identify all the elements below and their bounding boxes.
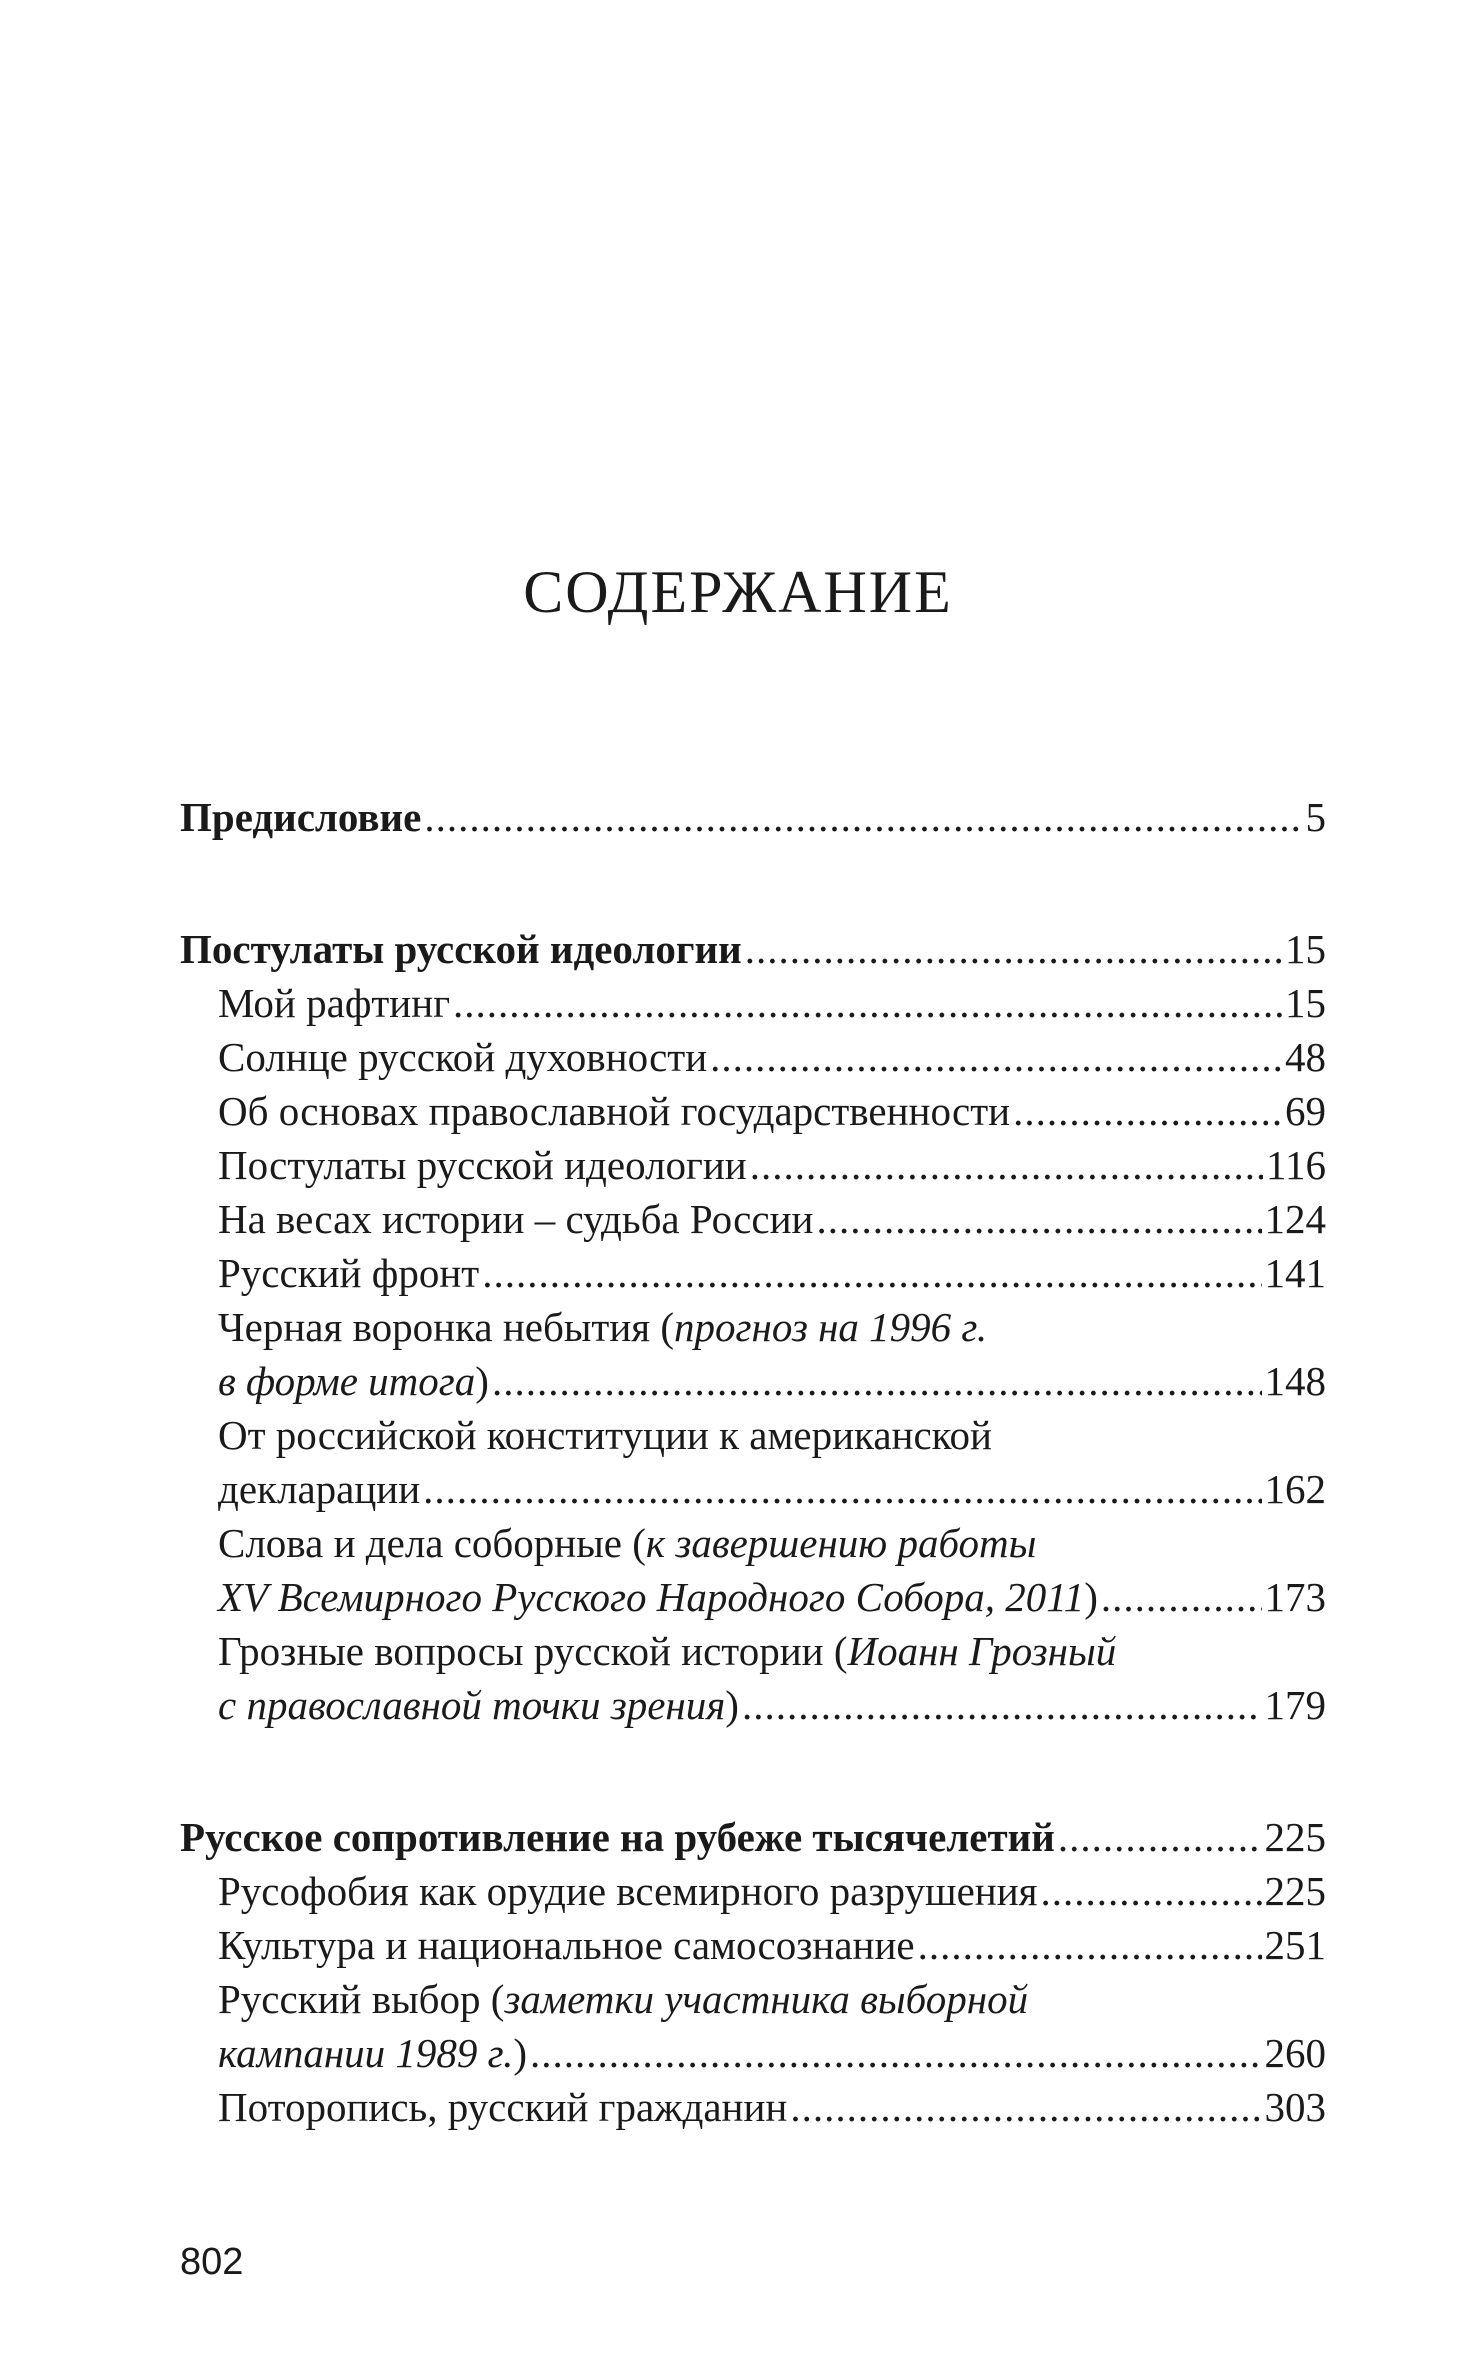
toc-entry-label: Русофобия как орудие всемирного разрушения bbox=[218, 1868, 1038, 1914]
toc-entry-label: Постулаты русской идеологии bbox=[218, 1142, 747, 1188]
dot-leader bbox=[745, 922, 1282, 976]
toc-entry-line[interactable] bbox=[218, 1300, 1326, 1354]
toc-entry[interactable] bbox=[218, 1462, 1326, 1516]
toc-entry[interactable] bbox=[218, 1570, 1326, 1624]
toc-entry-subtitle: в форме итога bbox=[218, 1358, 476, 1404]
toc-entry-label: Слова и дела соборные ( bbox=[218, 1520, 646, 1566]
toc-entry-page: 148 bbox=[1264, 1358, 1326, 1404]
toc-entry-subtitle: заметки участника выборной bbox=[504, 1976, 1029, 2022]
toc-entry-page: 48 bbox=[1285, 1034, 1326, 1080]
toc-entry-label: Солнце русской духовности bbox=[218, 1034, 708, 1080]
toc-entry-page: 141 bbox=[1264, 1250, 1326, 1296]
dot-leader bbox=[423, 1462, 1261, 1516]
dot-leader bbox=[1013, 1084, 1282, 1138]
toc-section-label: Русское сопротивление на рубеже тысячелетий bbox=[180, 1814, 1055, 1860]
toc-entry-label: декларации bbox=[218, 1466, 421, 1512]
table-of-contents bbox=[180, 0, 1326, 2362]
toc-entry-label: Культура и национальное самосознание bbox=[218, 1922, 915, 1968]
dot-leader bbox=[482, 1246, 1261, 1300]
toc-entry-subtitle: к завершению работы bbox=[645, 1520, 1037, 1566]
dot-leader bbox=[918, 1918, 1262, 1972]
dot-leader bbox=[1041, 1864, 1262, 1918]
toc-entry-page: 260 bbox=[1264, 2030, 1326, 2076]
dot-leader bbox=[742, 1678, 1262, 1732]
toc-entry-page: 124 bbox=[1264, 1196, 1326, 1242]
toc-entry-line[interactable] bbox=[218, 1516, 1326, 1570]
dot-leader bbox=[492, 1354, 1262, 1408]
toc-entry-page: 162 bbox=[1264, 1466, 1326, 1512]
dot-leader bbox=[453, 976, 1282, 1030]
toc-entry[interactable] bbox=[218, 2080, 1326, 2134]
toc-entry-label: Черная воронка небытия ( bbox=[218, 1304, 675, 1350]
toc-entry-label: Об основах православной государственности bbox=[218, 1088, 1011, 1134]
toc-entry-page: 116 bbox=[1266, 1142, 1326, 1188]
toc-section-heading[interactable] bbox=[180, 1810, 1326, 1864]
toc-entry-subtitle: Иоанн Грозный bbox=[847, 1628, 1117, 1674]
dot-leader bbox=[1058, 1810, 1262, 1864]
toc-entry-label: Русский фронт bbox=[218, 1250, 480, 1296]
toc-section-page: 15 bbox=[1285, 926, 1326, 972]
toc-entry-label: Поторопись, русский гражданин bbox=[218, 2084, 788, 2130]
toc-entry-subtitle: с православной точки зрения bbox=[218, 1682, 726, 1728]
toc-entry-line[interactable] bbox=[218, 1624, 1326, 1678]
toc-section-heading[interactable] bbox=[180, 922, 1326, 976]
toc-entry-label: От российской конституции к американской bbox=[218, 1412, 992, 1458]
toc-entry-label: ) bbox=[1084, 1574, 1098, 1620]
dot-leader bbox=[750, 1138, 1263, 1192]
toc-entry[interactable] bbox=[218, 1192, 1326, 1246]
toc-entry-line[interactable] bbox=[218, 1972, 1326, 2026]
toc-entry-label: На весах истории – судьба России bbox=[218, 1196, 814, 1242]
toc-entry-label: Предисловие bbox=[180, 794, 422, 840]
toc-entry-subtitle: прогноз на 1996 г. bbox=[674, 1304, 988, 1350]
dot-leader bbox=[790, 2080, 1261, 2134]
toc-entry-page: 251 bbox=[1264, 1922, 1326, 1968]
page-number: 802 bbox=[180, 2241, 244, 2283]
toc-entry-subtitle: XV Всемирного Русского Народного Собора, 2011 bbox=[218, 1574, 1085, 1620]
toc-entry-page: 225 bbox=[1264, 1868, 1326, 1914]
toc-entry[interactable] bbox=[218, 976, 1326, 1030]
toc-entry[interactable] bbox=[218, 1918, 1326, 1972]
toc-entry-line[interactable] bbox=[218, 1408, 1326, 1462]
dot-leader bbox=[710, 1030, 1282, 1084]
toc-entry[interactable] bbox=[218, 1030, 1326, 1084]
toc-entry[interactable] bbox=[218, 1246, 1326, 1300]
toc-section-label: Постулаты русской идеологии bbox=[180, 926, 742, 972]
toc-entry-label: ) bbox=[725, 1682, 739, 1728]
toc-entry-label: ) bbox=[513, 2030, 528, 2076]
dot-leader bbox=[816, 1192, 1261, 1246]
toc-entry[interactable] bbox=[218, 1354, 1326, 1408]
toc-entry-page: 15 bbox=[1285, 980, 1326, 1026]
toc-entry-label: Грозные вопросы русской истории ( bbox=[218, 1628, 848, 1674]
dot-leader bbox=[1101, 1570, 1262, 1624]
toc-entry[interactable] bbox=[218, 1138, 1326, 1192]
toc-entry-label: ) bbox=[475, 1358, 489, 1404]
toc-entry-preface[interactable] bbox=[180, 790, 1326, 844]
dot-leader bbox=[424, 790, 1302, 844]
page-title: СОДЕРЖАНИЕ bbox=[523, 559, 953, 625]
toc-entry[interactable] bbox=[218, 1084, 1326, 1138]
toc-entry[interactable] bbox=[218, 1678, 1326, 1732]
toc-entry[interactable] bbox=[218, 2026, 1326, 2080]
toc-entry[interactable] bbox=[218, 1864, 1326, 1918]
toc-entry-label: Русский выбор ( bbox=[218, 1976, 505, 2022]
toc-entry-subtitle: кампании 1989 г. bbox=[218, 2030, 514, 2076]
toc-entry-page: 303 bbox=[1264, 2084, 1326, 2130]
toc-entry-page: 69 bbox=[1285, 1088, 1326, 1134]
toc-entry-page: 173 bbox=[1264, 1574, 1326, 1620]
dot-leader bbox=[530, 2026, 1261, 2080]
toc-entry-label: Мой рафтинг bbox=[218, 980, 451, 1026]
toc-section-page: 225 bbox=[1264, 1814, 1326, 1860]
toc-entry-page: 5 bbox=[1305, 794, 1326, 840]
toc-entry-page: 179 bbox=[1264, 1682, 1326, 1728]
